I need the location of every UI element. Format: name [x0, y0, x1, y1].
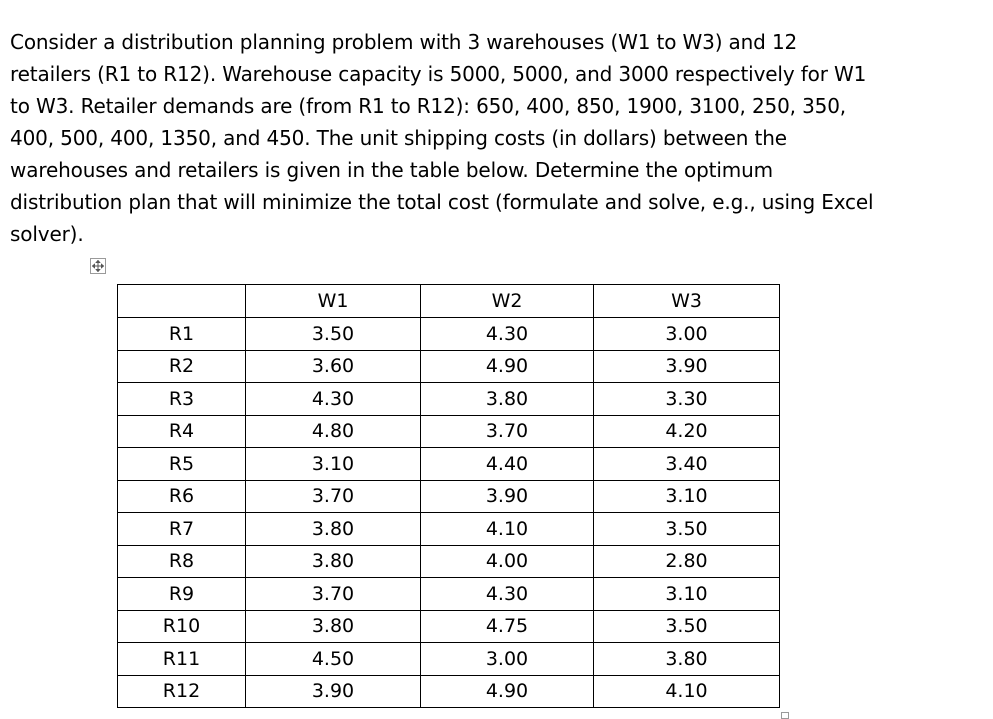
problem-statement: [10, 26, 985, 250]
cost-cell[interactable]: 3.80: [246, 513, 421, 546]
retailer-cell[interactable]: R1: [118, 318, 246, 351]
retailer-cell[interactable]: R10: [118, 610, 246, 643]
table-row: [118, 675, 780, 708]
retailer-cell[interactable]: R12: [118, 675, 246, 708]
cost-cell[interactable]: 3.50: [246, 318, 421, 351]
problem-line: warehouses and retailers is given in the table below. Determine the optimum: [10, 158, 773, 182]
cost-cell[interactable]: 3.50: [594, 513, 780, 546]
cost-cell[interactable]: 4.80: [246, 415, 421, 448]
problem-line: retailers (R1 to R12). Warehouse capacity is 5000, 5000, and 3000 respectively for W1: [10, 62, 867, 86]
problem-line: Consider a distribution planning problem with 3 warehouses (W1 to W3) and 12: [10, 30, 798, 54]
table-row: [118, 643, 780, 676]
cost-cell[interactable]: 4.90: [421, 675, 594, 708]
retailer-cell[interactable]: R9: [118, 578, 246, 611]
cost-cell[interactable]: 2.80: [594, 545, 780, 578]
cost-cell[interactable]: 3.10: [594, 578, 780, 611]
problem-line: distribution plan that will minimize the total cost (formulate and solve, e.g., using Excel: [10, 190, 874, 214]
table-header-row: [118, 285, 780, 318]
cost-cell[interactable]: 4.75: [421, 610, 594, 643]
retailer-cell[interactable]: R11: [118, 643, 246, 676]
retailer-cell[interactable]: R8: [118, 545, 246, 578]
cost-cell[interactable]: 3.80: [421, 383, 594, 416]
cost-cell[interactable]: 4.90: [421, 350, 594, 383]
cost-cell[interactable]: 3.10: [246, 448, 421, 481]
table-row: [118, 448, 780, 481]
cost-cell[interactable]: 4.50: [246, 643, 421, 676]
table-move-handle[interactable]: [90, 258, 106, 274]
retailer-cell[interactable]: R7: [118, 513, 246, 546]
cost-cell[interactable]: 3.00: [421, 643, 594, 676]
cost-cell[interactable]: 3.90: [246, 675, 421, 708]
table-row: [118, 383, 780, 416]
table-row: [118, 513, 780, 546]
shipping-cost-table: [117, 284, 780, 708]
cost-cell[interactable]: 3.70: [246, 480, 421, 513]
retailer-cell[interactable]: R6: [118, 480, 246, 513]
cost-cell[interactable]: 4.00: [421, 545, 594, 578]
problem-line: 400, 500, 400, 1350, and 450. The unit shipping costs (in dollars) between the: [10, 126, 787, 150]
retailer-cell[interactable]: R4: [118, 415, 246, 448]
retailer-cell[interactable]: R2: [118, 350, 246, 383]
cost-cell[interactable]: 3.70: [246, 578, 421, 611]
cost-cell[interactable]: 4.40: [421, 448, 594, 481]
problem-line: to W3. Retailer demands are (from R1 to R12): 650, 400, 850, 1900, 3100, 250, 350,: [10, 94, 847, 118]
table-resize-icon[interactable]: [781, 712, 789, 719]
cost-cell[interactable]: 4.10: [594, 675, 780, 708]
cost-cell[interactable]: 3.60: [246, 350, 421, 383]
header-cell-w3[interactable]: W3: [594, 285, 780, 318]
cost-cell[interactable]: 3.50: [594, 610, 780, 643]
retailer-cell[interactable]: R5: [118, 448, 246, 481]
table-row: [118, 545, 780, 578]
header-cell-w1[interactable]: W1: [246, 285, 421, 318]
table-row: [118, 610, 780, 643]
cost-cell[interactable]: 3.80: [594, 643, 780, 676]
cost-cell[interactable]: 3.00: [594, 318, 780, 351]
retailer-cell[interactable]: R3: [118, 383, 246, 416]
cost-cell[interactable]: 3.30: [594, 383, 780, 416]
problem-line: solver).: [10, 222, 84, 246]
cost-cell[interactable]: 3.70: [421, 415, 594, 448]
header-cell-w2[interactable]: W2: [421, 285, 594, 318]
move-arrows-icon: [92, 260, 104, 272]
table-row: [118, 578, 780, 611]
cost-cell[interactable]: 4.10: [421, 513, 594, 546]
cost-cell[interactable]: 3.90: [421, 480, 594, 513]
cost-cell[interactable]: 3.80: [246, 610, 421, 643]
cost-cell[interactable]: 3.80: [246, 545, 421, 578]
table-row: [118, 480, 780, 513]
cost-cell[interactable]: 4.30: [246, 383, 421, 416]
cost-cell[interactable]: 3.10: [594, 480, 780, 513]
table-row: [118, 415, 780, 448]
cost-cell[interactable]: 4.30: [421, 578, 594, 611]
cost-cell[interactable]: 4.30: [421, 318, 594, 351]
cost-cell[interactable]: 3.40: [594, 448, 780, 481]
cost-cell[interactable]: 4.20: [594, 415, 780, 448]
table-row: [118, 350, 780, 383]
header-cell-corner[interactable]: [118, 285, 246, 318]
cost-cell[interactable]: 3.90: [594, 350, 780, 383]
table-row: [118, 318, 780, 351]
